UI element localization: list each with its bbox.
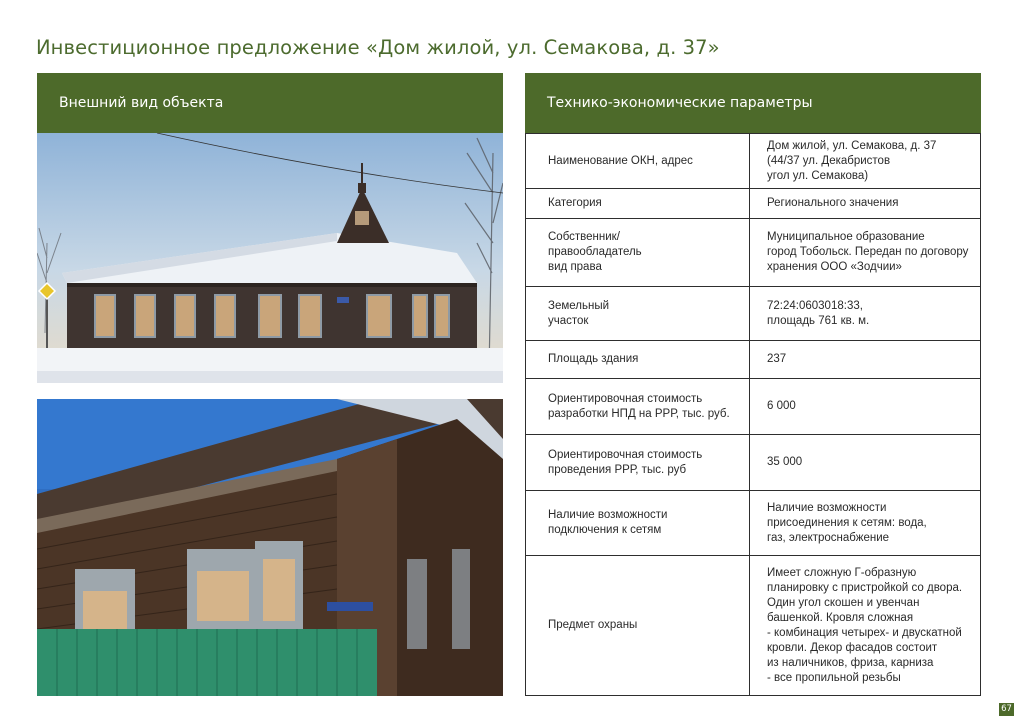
table-row xyxy=(526,287,981,341)
table-row xyxy=(526,134,981,189)
param-value-line: - комбинация четырех- и двускатной xyxy=(767,626,962,639)
table-row xyxy=(526,189,981,219)
page-number: 67 xyxy=(999,703,1014,716)
param-name-line: разработки НПД на РРР, тыс. руб. xyxy=(548,407,730,420)
param-value xyxy=(750,491,981,556)
exterior-header: Внешний вид объекта xyxy=(37,73,503,133)
param-value-line: газ, электроснабжение xyxy=(767,531,890,544)
param-value-line: (44/37 ул. Декабристов xyxy=(767,154,891,167)
param-name xyxy=(526,219,750,287)
param-name-line: Категория xyxy=(548,197,602,209)
param-name xyxy=(526,435,750,491)
param-value-line: 6 000 xyxy=(767,400,796,412)
param-value xyxy=(750,556,981,696)
table-row xyxy=(526,556,981,696)
param-value-line: город Тобольск. Передан по договору xyxy=(767,246,969,258)
tech-params-table xyxy=(525,133,981,696)
param-name-line: Собственник/ xyxy=(548,231,620,243)
param-value xyxy=(750,134,981,189)
param-name-line: проведения РРР, тыс. руб xyxy=(548,463,687,476)
table-row xyxy=(526,219,981,287)
param-name-line: участок xyxy=(548,314,589,327)
param-value-line: 237 xyxy=(767,353,787,365)
page-title: Инвестиционное предложение «Дом жилой, ул. Семакова, д. 37» xyxy=(36,36,720,59)
param-value-line: Имеет сложную Г-образную xyxy=(767,566,917,579)
table-row xyxy=(526,435,981,491)
param-name xyxy=(526,134,750,189)
param-name xyxy=(526,379,750,435)
param-name xyxy=(526,556,750,696)
param-name xyxy=(526,287,750,341)
param-value-line: Дом жилой, ул. Семакова, д. 37 xyxy=(767,139,937,152)
param-value-line: присоединения к сетям: вода, xyxy=(767,516,927,529)
param-name xyxy=(526,341,750,379)
param-value-line: 35 000 xyxy=(767,456,803,468)
param-value-line: планировку с пристройкой со двора. xyxy=(767,581,963,594)
param-name-line: Наименование ОКН, адрес xyxy=(548,154,693,167)
param-value-line: 72:24:0603018:33, xyxy=(767,299,863,312)
tech-params-header: Технико-экономические параметры xyxy=(525,73,981,133)
param-name-line: вид права xyxy=(548,261,602,273)
param-value-line: кровли. Декор фасадов состоит xyxy=(767,641,938,654)
table-row xyxy=(526,341,981,379)
param-name-line: Площадь здания xyxy=(548,353,639,365)
table-row xyxy=(526,491,981,556)
param-name-line: Предмет охраны xyxy=(548,619,638,631)
param-name xyxy=(526,491,750,556)
param-value-line: хранения ООО «Зодчии» xyxy=(767,261,902,273)
param-name-line: подключения к сетям xyxy=(548,524,662,536)
param-value-line: площадь 761 кв. м. xyxy=(767,314,870,327)
param-value xyxy=(750,219,981,287)
param-name-line: Земельный xyxy=(548,299,610,312)
param-value xyxy=(750,189,981,219)
param-name-line: Ориентировочная стоимость xyxy=(548,392,703,405)
param-value xyxy=(750,287,981,341)
param-value-line: Один угол скошен и увенчан xyxy=(767,596,920,609)
param-value-line: из наличников, фриза, карниза xyxy=(767,656,934,669)
param-value-line: - все пропильной резьбы xyxy=(767,671,901,684)
house-photo-front xyxy=(37,133,503,383)
param-value xyxy=(750,341,981,379)
param-value-line: Муниципальное образование xyxy=(767,231,925,243)
param-name-line: правообладатель xyxy=(548,246,642,258)
param-value xyxy=(750,435,981,491)
param-name-line: Ориентировочная стоимость xyxy=(548,448,703,461)
house-photo-corner xyxy=(37,399,503,696)
param-value xyxy=(750,379,981,435)
param-name-line: Наличие возможности xyxy=(548,509,668,521)
table-row xyxy=(526,379,981,435)
param-name xyxy=(526,189,750,219)
param-value-line: угол ул. Семакова) xyxy=(767,169,869,182)
param-value-line: башенкой. Кровля сложная xyxy=(767,611,914,624)
param-value-line: Регионального значения xyxy=(767,197,899,209)
param-value-line: Наличие возможности xyxy=(767,501,887,514)
